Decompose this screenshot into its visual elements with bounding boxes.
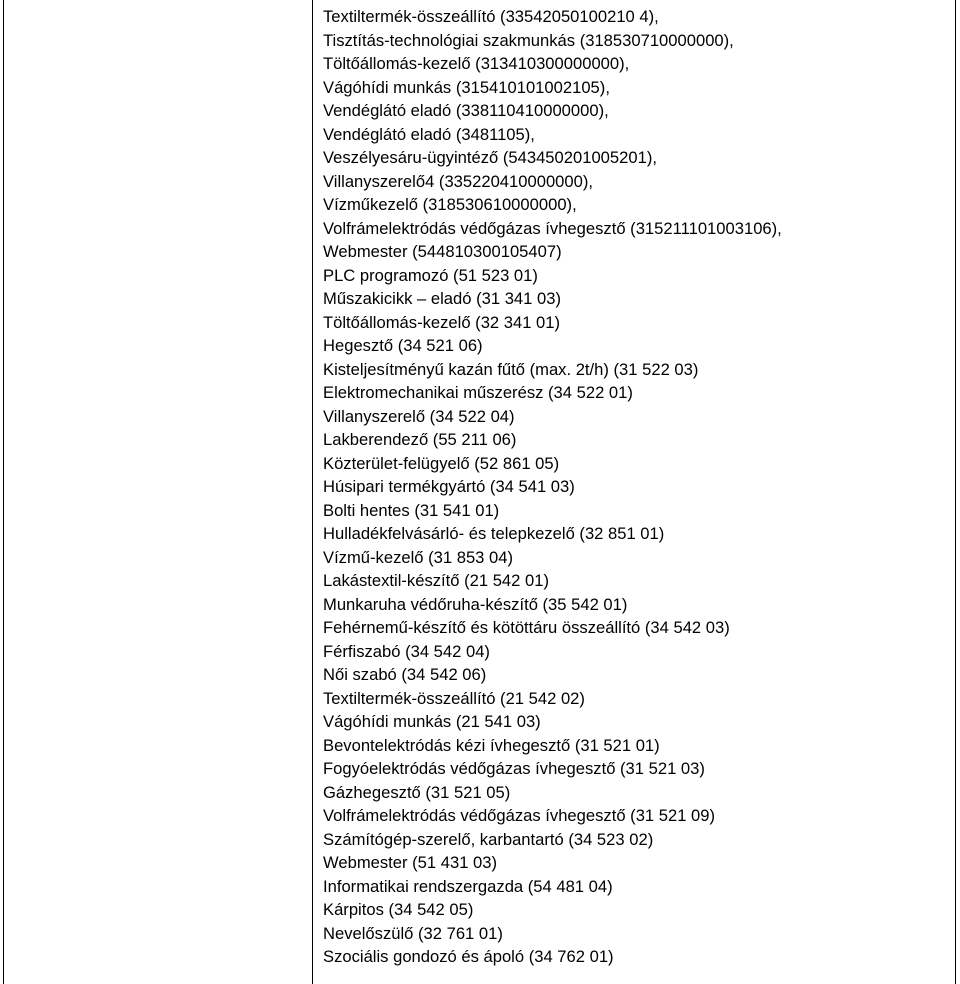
list-item: Fehérnemű-készítő és kötöttáru összeállító (34 542 03) (323, 618, 730, 637)
list-item: Vízműkezelő (318530610000000), (323, 195, 577, 214)
list-item: Vendéglátó eladó (338110410000000), (323, 101, 609, 120)
list-item: Webmester (544810300105407) (323, 242, 562, 261)
list-item: Töltőállomás-kezelő (313410300000000), (323, 54, 630, 73)
list-item: Vágóhídi munkás (315410101002105), (323, 77, 610, 97)
list-item: Kisteljesítményű kazán fűtő (max. 2t/h) (31 522 03) (323, 359, 699, 379)
list-item: Közterület-felügyelő (52 861 05) (323, 453, 560, 473)
list-item: Gázhegesztő (31 521 05) (323, 782, 511, 802)
list-item: Villanyszerelő4 (335220410000000), (323, 171, 594, 191)
qualification-list (323, 5, 955, 969)
list-item: Bevontelektródás kézi ívhegesztő (31 521 01) (323, 735, 660, 755)
list-item: PLC programozó (51 523 01) (323, 265, 538, 285)
list-item: Informatikai rendszergazda (54 481 04) (323, 876, 613, 896)
list-item: Lakberendező (55 211 06) (323, 430, 517, 449)
list-item: Számítógép-szerelő, karbantartó (34 523 02) (323, 829, 654, 849)
list-item: Műszakicikk – eladó (31 341 03) (323, 289, 561, 308)
list-item: Női szabó (34 542 06) (323, 665, 487, 684)
list-item: Munkaruha védőruha-készítő (35 542 01) (323, 594, 628, 614)
list-item: Tisztítás-technológiai szakmunkás (318530710000000), (323, 30, 734, 50)
list-item: Veszélyesáru-ügyintéző (543450201005201), (323, 148, 657, 167)
list-item: Vendéglátó eladó (3481105), (323, 124, 535, 144)
list-item: Bolti hentes (31 541 01) (323, 500, 500, 520)
list-item: Hegesztő (34 521 06) (323, 336, 483, 355)
list-item: Textiltermék-összeállító (33542050100210 4), (323, 7, 659, 26)
empty-left-cell (4, 0, 313, 984)
list-item: Nevelőszülő (32 761 01) (323, 923, 503, 943)
list-item: Elektromechanikai műszerész (34 522 01) (323, 383, 633, 402)
list-item: Szociális gondozó és ápoló (34 762 01) (323, 947, 614, 966)
list-item: Férfiszabó (34 542 04) (323, 641, 490, 661)
qualification-list-cell (313, 0, 955, 984)
list-item: Húsipari termékgyártó (34 541 03) (323, 477, 575, 496)
list-item: Lakástextil-készítő (21 542 01) (323, 571, 549, 590)
list-item: Vízmű-kezelő (31 853 04) (323, 547, 514, 567)
list-item: Villanyszerelő (34 522 04) (323, 406, 515, 426)
list-item: Fogyóelektródás védőgázas ívhegesztő (31 521 03) (323, 759, 705, 778)
list-item: Webmester (51 431 03) (323, 853, 498, 872)
document-table (3, 0, 956, 984)
list-item: Töltőállomás-kezelő (32 341 01) (323, 312, 561, 332)
list-item: Vágóhídi munkás (21 541 03) (323, 712, 541, 731)
list-item: Textiltermék-összeállító (21 542 02) (323, 688, 585, 708)
list-item: Kárpitos (34 542 05) (323, 900, 474, 919)
list-item: Hulladékfelvásárló- és telepkezelő (32 851 01) (323, 524, 665, 543)
list-item: Volfrámelektródás védőgázas ívhegesztő (315211101003106), (323, 218, 782, 238)
list-item: Volfrámelektródás védőgázas ívhegesztő (31 521 09) (323, 806, 716, 825)
